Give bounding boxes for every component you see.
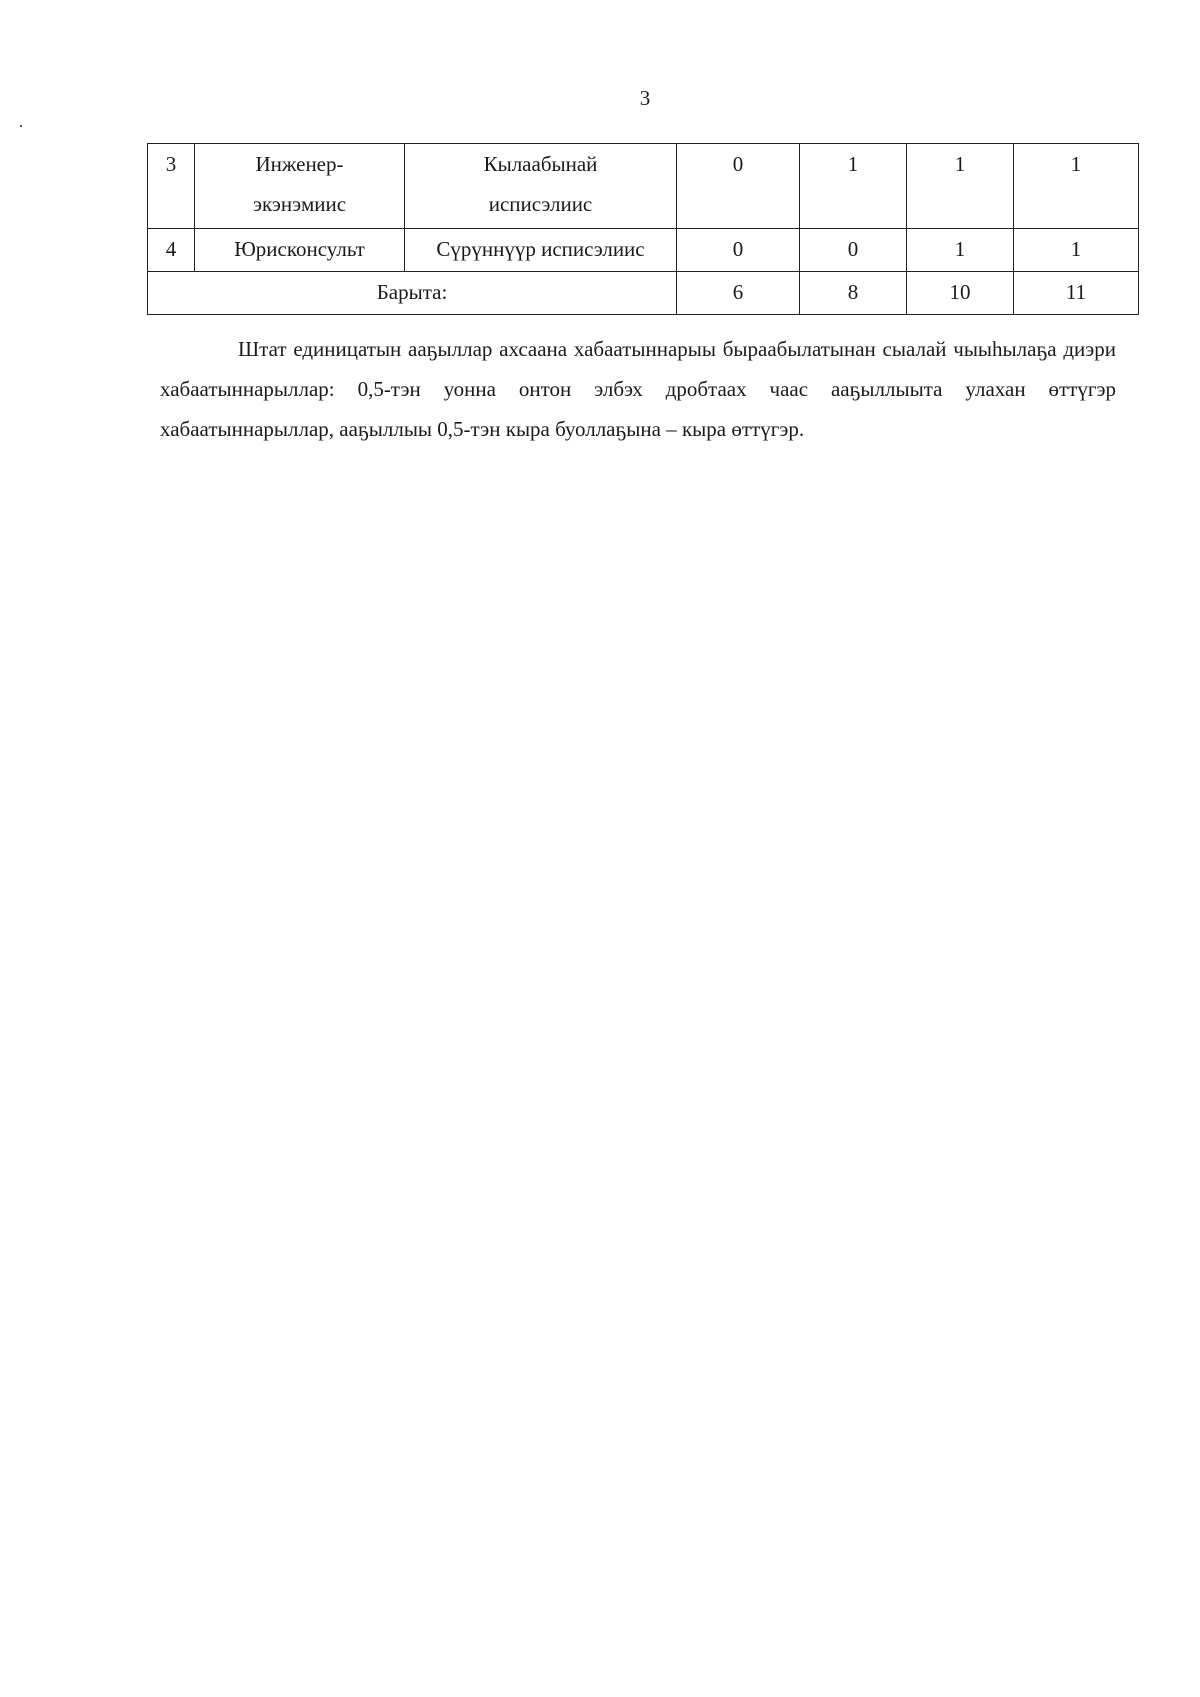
category-cell <box>405 144 677 229</box>
table-row <box>148 144 1139 229</box>
category-line: Кылаабынай <box>483 152 598 176</box>
table-row <box>148 229 1139 272</box>
value-cell: 1 <box>907 144 1014 229</box>
position-line: экэнэмиис <box>252 192 347 216</box>
position-line: Инженер- <box>255 152 344 176</box>
value-cell: 1 <box>1014 144 1139 229</box>
page-number: 3 <box>639 86 651 110</box>
total-value: 6 <box>677 272 800 315</box>
category-line: исписэлиис <box>488 192 593 216</box>
position-cell <box>195 144 405 229</box>
body-paragraph: Штат единицатын ааҕыллар ахсаана хабаатыннарыы быраабылатынан сыалай чыыһылаҕа диэри хабаатыннарыллар: 0,5-тэн уонна онтон элбэх дробтаах чаас ааҕыллыыта улахан өттүгэр хабаатыннарыллар, ааҕыллыы 0,5-тэн кыра буоллаҕына – кыра өттүгэр. <box>160 337 1116 441</box>
staff-table <box>147 143 1139 315</box>
value-cell: 1 <box>800 144 907 229</box>
scan-speck <box>20 125 22 127</box>
total-label: Барыта: <box>148 272 677 315</box>
total-row <box>148 272 1139 315</box>
row-number: 3 <box>148 144 195 229</box>
value-cell: 0 <box>677 229 800 272</box>
value-cell: 0 <box>800 229 907 272</box>
total-value: 11 <box>1014 272 1139 315</box>
total-value: 10 <box>907 272 1014 315</box>
total-value: 8 <box>800 272 907 315</box>
row-number: 4 <box>148 229 195 272</box>
position-cell: Юрисконсульт <box>195 229 405 272</box>
value-cell: 0 <box>677 144 800 229</box>
value-cell: 1 <box>1014 229 1139 272</box>
value-cell: 1 <box>907 229 1014 272</box>
category-cell: Сүрүннүүр исписэлиис <box>405 229 677 272</box>
